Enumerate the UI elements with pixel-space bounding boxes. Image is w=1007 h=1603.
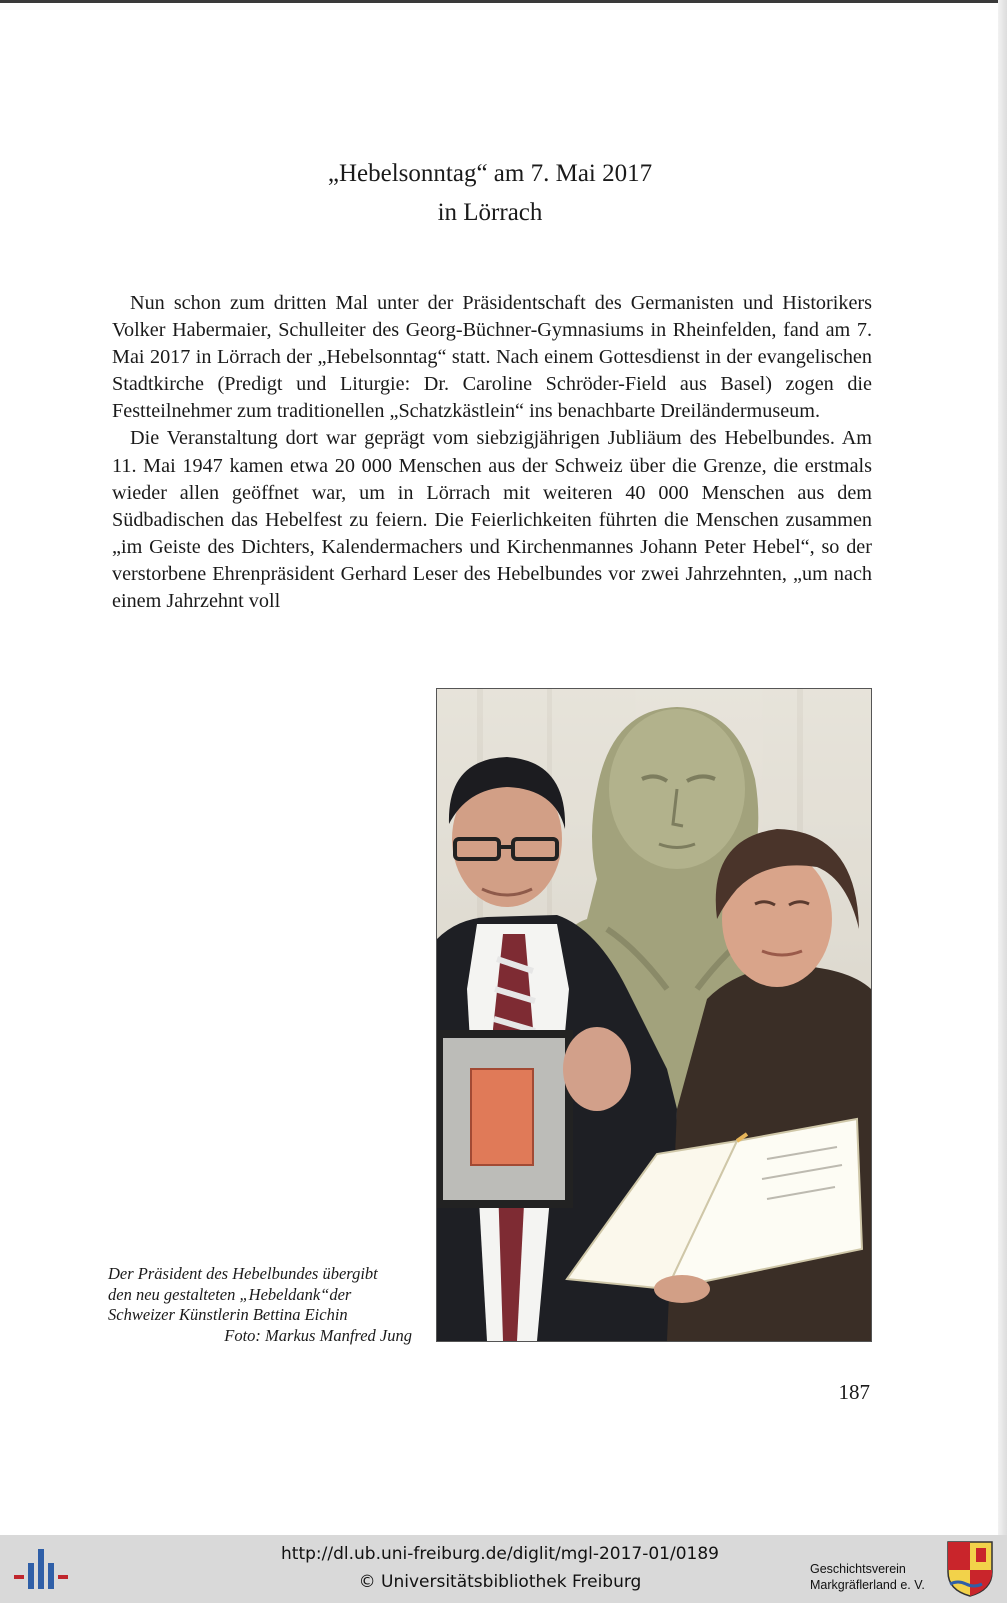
coat-of-arms-icon [946,1540,994,1598]
source-url-link[interactable]: http://dl.ub.uni-freiburg.de/diglit/mgl-2017-01/0189 [281,1544,719,1564]
photo-credit: Foto: Markus Manfred Jung [224,1325,412,1345]
article-title: „Hebelsonntag“ am 7. Mai 2017 [327,160,653,187]
caption-line: Schweizer Künstlerin Bettina Eichin [108,1305,348,1324]
article-subtitle: in Lörrach [437,199,543,226]
footer-bar [0,1535,1007,1603]
society-name-line2: Markgräflerland e. V. [810,1578,925,1592]
page-edge-shadow [998,0,1007,1535]
society-name: Geschichtsverein [810,1562,906,1576]
paragraph-1: Nun schon zum dritten Mal unter der Präsidentschaft des Germanisten und Historikers Volker Habermaier, Schulleiter des Georg-Büchner-Gymnasiums in Rheinfelden, fand am 7. Mai 2017 in Lörrach der „Hebelsonntag“ statt. Nach einem Gottesdienst in der evangelischen Stadtkirche (Predigt und Liturgie: Dr. Caroline Schröder-Field aus Basel) zogen die Festteilnehmer zum traditionellen „Schatzkästlein“ ins benachbarte Dreiländermuseum. [112,292,872,423]
paragraph-2: Die Veranstaltung dort war geprägt vom siebzigjährigen Jubliäum des Hebelbundes. Am 11. Mai 1947 kamen etwa 20 000 Menschen aus der Schweiz über die Grenze, die erstmals wieder allen geöffnet war, um in Lörrach mit weiteren 40 000 Menschen aus dem Südbadischen das Hebelfest zu feiern. Die Feierlichkeiten führten die Menschen zusammen „im Geiste des Dichters, Kalendermachers und Kirchenmannes Johann Peter Hebel“, so der verstorbene Ehrenpräsident Gerhard Leser des Hebelbundes vor zwei Jahrzehnten, „um nach einem Jahrzehnt voll [112,427,872,613]
copyright-notice: © Universitätsbibliothek Freiburg [358,1572,642,1592]
library-logo-icon [14,1545,70,1593]
caption-line: Der Präsident des Hebelbundes übergibt [108,1264,378,1283]
photo-caption [108,1264,412,1346]
top-edge-rule [0,0,1007,3]
article-body [112,290,872,615]
caption-line: den neu gestalteten „Hebeldank“der [108,1284,352,1304]
event-photo [436,688,872,1342]
page-number: 187 [838,1380,870,1404]
